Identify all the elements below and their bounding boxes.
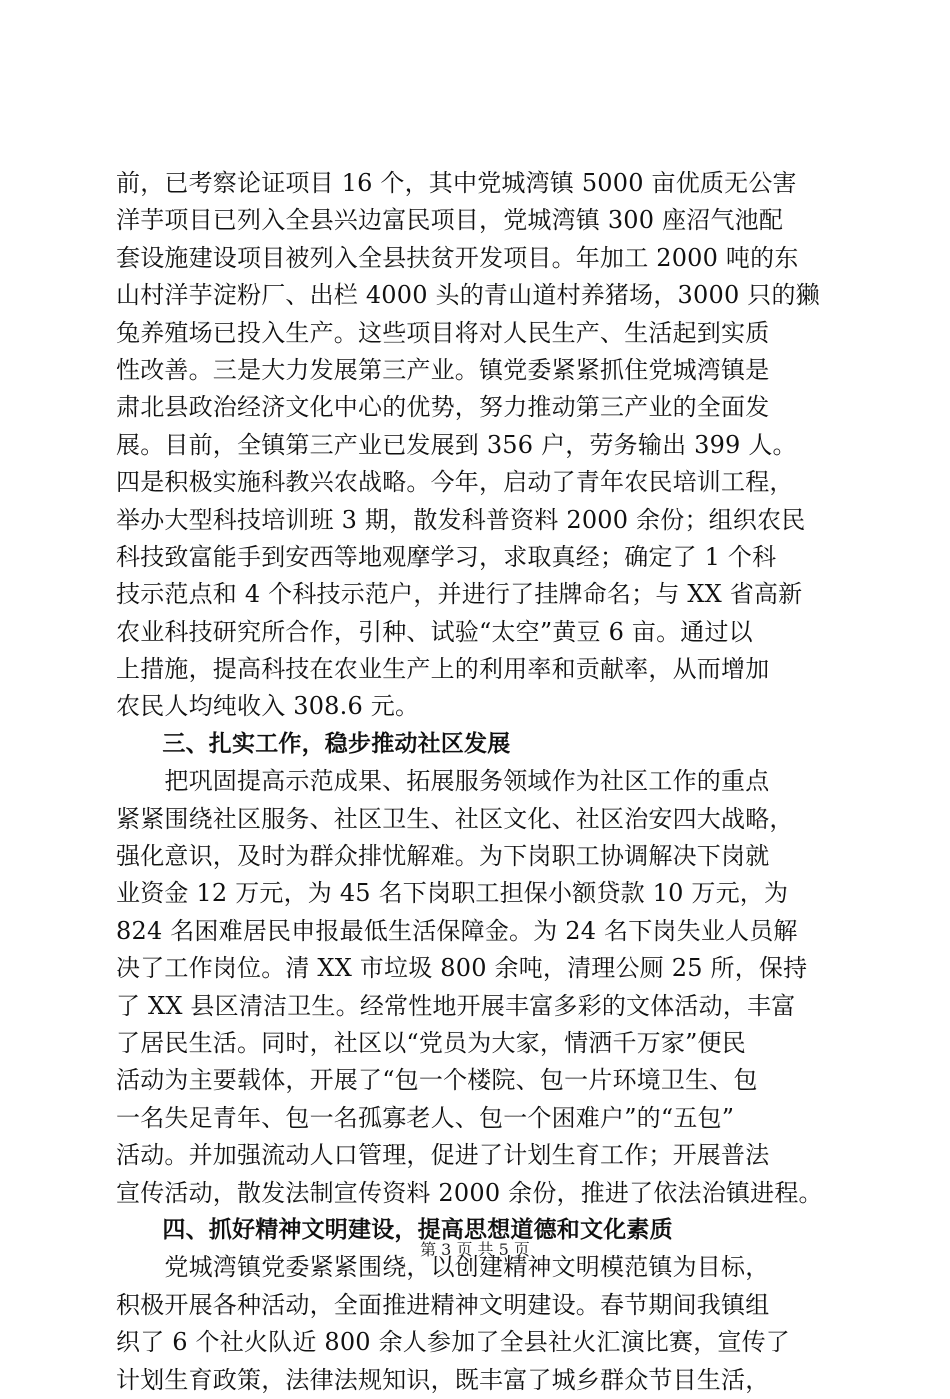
text-line: 前，已考察论证项目 16 个，其中党城湾镇 5000 亩优质无公害 bbox=[116, 169, 797, 197]
text-line: 洋芋项目已列入全县兴边富民项目，党城湾镇 300 座沼气池配 bbox=[116, 206, 784, 235]
text-line: 山村洋芋淀粉厂、出栏 4000 头的青山道村养猪场，3000 只的獭 bbox=[116, 281, 820, 310]
page-number-footer: 第 3 页 共 5 页 bbox=[420, 1240, 530, 1259]
text-line: 把巩固提高示范成果、拓展服务领域作为社区工作的重点 bbox=[116, 767, 770, 796]
text-line: 农业科技研究所合作，引种、试验“太空”黄豆 6 亩。通过以 bbox=[116, 617, 753, 646]
text-line: 上措施，提高科技在农业生产上的利用率和贡献率，从而增加 bbox=[116, 655, 770, 684]
body-text bbox=[116, 165, 836, 1399]
text-line: 党城湾镇党委紧紧围绕，以创建精神文明模范镇为目标， bbox=[116, 1253, 770, 1282]
text-line: 织了 6 个社火队近 800 余人参加了全县社火汇演比赛，宣传了 bbox=[116, 1328, 790, 1357]
text-line: 科技致富能手到安西等地观摩学习，求取真经；确定了 1 个科 bbox=[116, 542, 777, 571]
text-line: 活动为主要载体，开展了“包一个楼院、包一片环境卫生、包 bbox=[116, 1066, 758, 1095]
text-line: 了 XX 县区清洁卫生。经常性地开展丰富多彩的文体活动，丰富 bbox=[116, 991, 796, 1020]
text-line: 决了工作岗位。清 XX 市垃圾 800 余吨，清理公厕 25 所，保持 bbox=[116, 954, 808, 983]
text-line: 技示范点和 4 个科技示范户，并进行了挂牌命名；与 XX 省高新 bbox=[116, 580, 803, 609]
text-line: 积极开展各种活动，全面推进精神文明建设。春节期间我镇组 bbox=[116, 1290, 770, 1319]
text-line: 宣传活动，散发法制宣传资料 2000 余份，推进了依法治镇进程。 bbox=[116, 1178, 823, 1207]
text-line: 824 名困难居民申报最低生活保障金。为 24 名下岗失业人员解 bbox=[116, 916, 798, 945]
text-line: 套设施建设项目被列入全县扶贫开发项目。年加工 2000 吨的东 bbox=[116, 243, 799, 272]
text-line: 业资金 12 万元，为 45 名下岗职工担保小额贷款 10 万元，为 bbox=[116, 879, 789, 908]
text-line: 强化意识，及时为群众排忧解难。为下岗职工协调解决下岗就 bbox=[116, 842, 770, 871]
text-line: 一名失足青年、包一名孤寡老人、包一个困难户”的“五包” bbox=[116, 1103, 735, 1132]
section-heading: 三、扎实工作，稳步推动社区发展 bbox=[116, 730, 511, 757]
text-line: 性改善。三是大力发展第三产业。镇党委紧紧抓住党城湾镇是 bbox=[116, 355, 770, 384]
section-heading: 四、抓好精神文明建设，提高思想道德和文化素质 bbox=[116, 1216, 673, 1243]
text-line: 计划生育政策，法律法规知识，既丰富了城乡群众节目生活， bbox=[116, 1365, 770, 1394]
text-line: 肃北县政治经济文化中心的优势，努力推动第三产业的全面发 bbox=[116, 393, 770, 422]
text-line: 农民人均纯收入 308.6 元。 bbox=[116, 692, 420, 721]
text-line: 举办大型科技培训班 3 期，散发科普资料 2000 余份；组织农民 bbox=[116, 505, 806, 534]
text-line: 了居民生活。同时，社区以“党员为大家，情洒千万家”便民 bbox=[116, 1028, 746, 1057]
text-line: 四是积极实施科教兴农战略。今年，启动了青年农民培训工程， bbox=[116, 468, 794, 497]
text-line: 活动。并加强流动人口管理，促进了计划生育工作；开展普法 bbox=[116, 1141, 770, 1170]
text-line: 兔养殖场已投入生产。这些项目将对人民生产、生活起到实质 bbox=[116, 318, 770, 347]
text-line: 展。目前，全镇第三产业已发展到 356 户，劳务输出 399 人。 bbox=[116, 430, 797, 459]
text-line: 紧紧围绕社区服务、社区卫生、社区文化、社区治安四大战略， bbox=[116, 804, 794, 833]
